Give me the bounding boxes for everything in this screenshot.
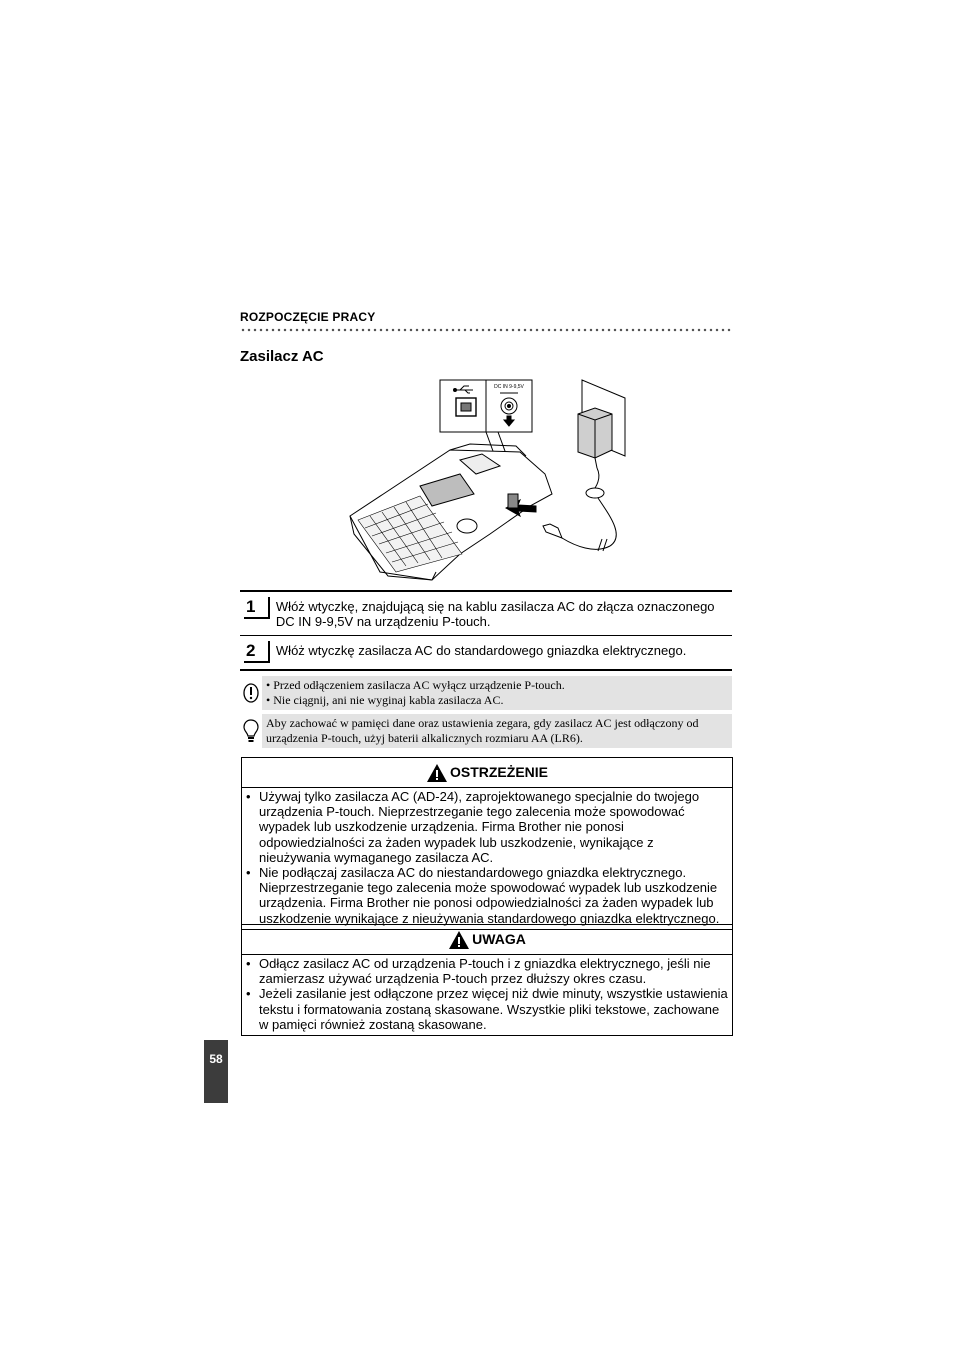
caution-item: • Jeżeli zasilanie jest odłączone przez więcej niż dwie minuty, wszystkie ustawienia tekstu i formatowania zostaną skasowane. Wszystkie pliki tekstowe, zachowane w pamięci również zostaną skasowane. (246, 986, 728, 1032)
warning-box (241, 757, 733, 930)
caution-icon (448, 930, 470, 950)
step-number: 2 (244, 641, 270, 663)
caution-note (240, 676, 732, 710)
warning-item: • Nie podłączaj zasilacza AC do niestandardowego gniazdka elektrycznego. Nieprzestrzeganie tego zalecenia może spowodować wypadek lub uszkodzenie urządzenia. Firma Brother nie ponosi odpowiedzialności za żaden wypadek lub uszkodzenie wynikające z nieużywania standardowego gniazdka elektrycznego. (246, 865, 728, 926)
step-item (240, 635, 732, 669)
page-title: Zasilacz AC (240, 348, 324, 365)
lightbulb-icon (240, 714, 262, 748)
exclamation-icon (240, 676, 262, 710)
caution-item: • Odłącz zasilacz AC od urządzenia P-touch i z gniazdka elektrycznego, jeśli nie zamierzasz używać urządzenia P-touch przez dłuższy okres czasu. (246, 956, 728, 986)
warning-icon (426, 763, 448, 783)
section-header: ROZPOCZĘCIE PRACY (240, 310, 376, 324)
step-number: 1 (244, 597, 270, 619)
step-list (240, 590, 732, 671)
warning-item: • Używaj tylko zasilacza AC (AD-24), zaprojektowanego specjalnie do twojego urządzenia P-touch. Nieprzestrzeganie tego zalecenia może spowodować wypadek lub uszkodzenie urządzenia. Firma Brother nie ponosi odpowiedzialności za żaden wypadek lub uszkodzenie, wynikające z nieużywania wymaganego zasilacza AC. (246, 789, 728, 865)
tip-text: Aby zachować w pamięci dane oraz ustawienia zegara, gdy zasilacz AC jest odłączony od urządzenia P-touch, użyj baterii alkalicznych rozmiaru AA (LR6). (262, 714, 732, 748)
ac-adapter-illustration (340, 376, 640, 586)
caution-title: UWAGA (472, 930, 526, 947)
step-item (240, 592, 732, 635)
tip-note (240, 714, 732, 748)
note-item: • Przed odłączeniem zasilacza AC wyłącz urządzenie P-touch. (266, 678, 728, 693)
note-item: • Nie ciągnij, ani nie wyginaj kabla zasilacza AC. (266, 693, 728, 708)
port-label: DC IN 9-9,5V (494, 384, 524, 390)
step-text: Włóż wtyczkę, znajdującą się na kablu zasilacza AC do złącza oznaczonego DC IN 9-9,5V na urządzeniu P-touch. (275, 599, 715, 629)
warning-title: OSTRZEŻENIE (449, 763, 548, 780)
dotted-divider (240, 326, 732, 334)
page-number: 58 (204, 1040, 228, 1103)
step-text: Włóż wtyczkę zasilacza AC do standardowego gniazdka elektrycznego. (275, 643, 687, 658)
caution-box (241, 924, 733, 1036)
